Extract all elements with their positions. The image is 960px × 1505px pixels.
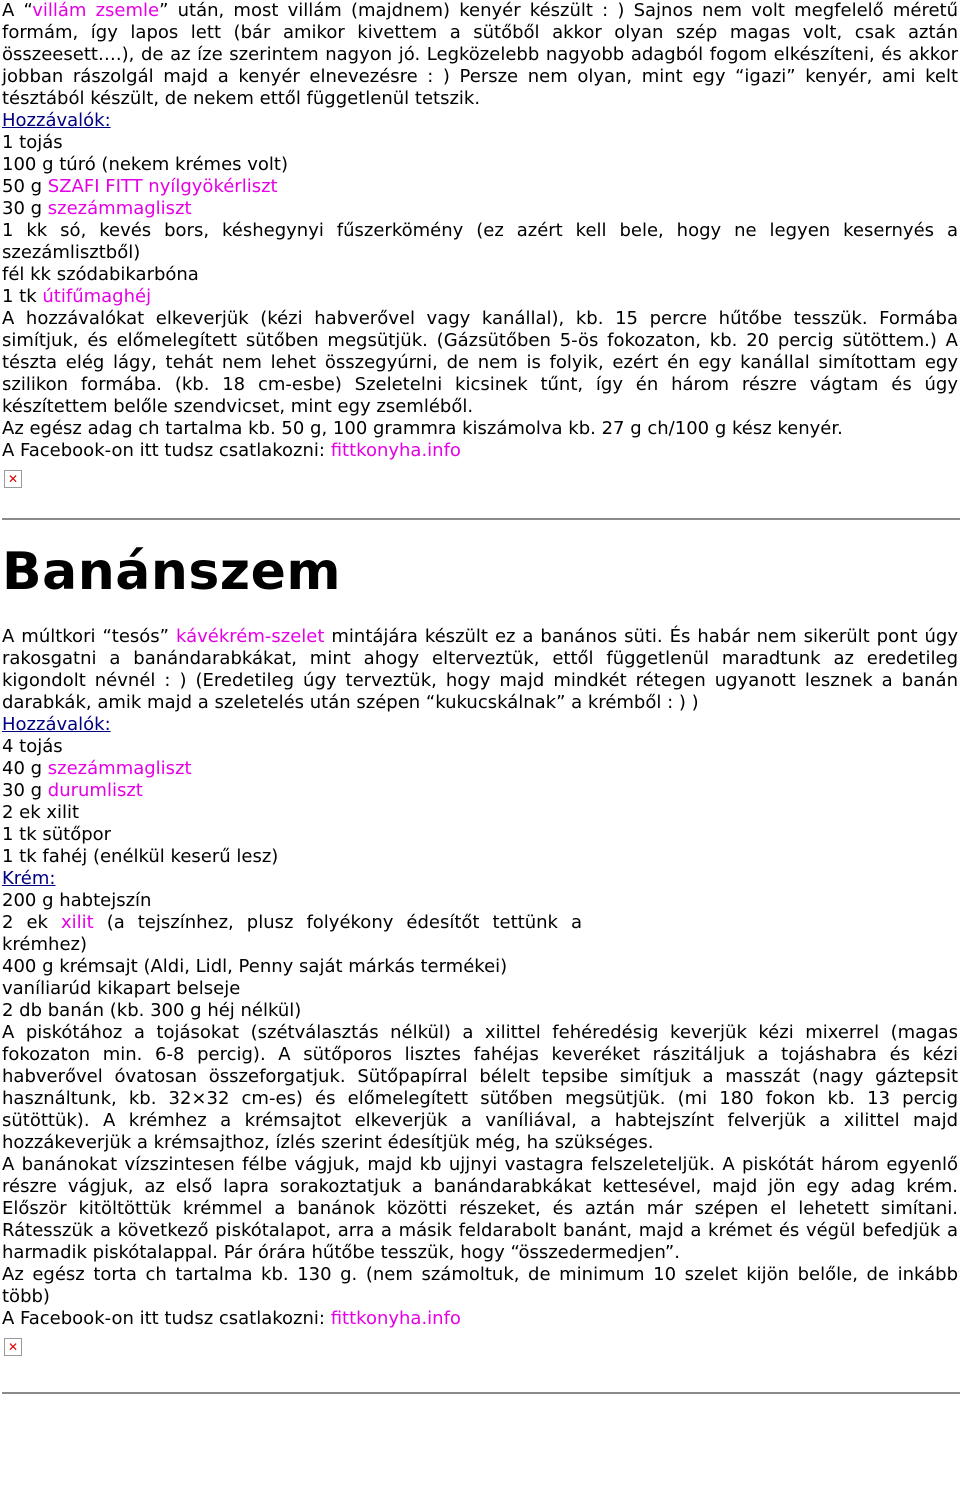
ingredient-amount: 1 tk bbox=[2, 286, 43, 307]
kavekrem-szelet-link[interactable]: kávékrém-szelet bbox=[175, 626, 325, 647]
cream-2-note: (a tejszínhez, plusz folyékony édesítőt tettünk a krémhez) bbox=[2, 912, 582, 955]
szezammagliszt-link-2[interactable]: szezámmagliszt bbox=[47, 758, 192, 779]
durumliszt-link[interactable]: durumliszt bbox=[47, 780, 143, 801]
broken-image-2 bbox=[2, 1330, 958, 1362]
recipe2-ingredient-2 bbox=[2, 758, 958, 780]
recipe1-ingredient-3 bbox=[2, 176, 958, 198]
recipe1-intro-text-2: ” után, most villám (majdnem) kenyér készült : ) Sajnos nem volt megfelelő méretű formám, így lapos lett (bár amikor kivettem a sütőből akkor olyan szép magas volt, csak aztán összeesett….), de az íze szerintem nagyon jó. Legközelebb nagyobb adagból fogom elkészíteni, és akkor jobban rászolgál majd a kenyér elnevezésre : ) Persze nem olyan, mint egy “igazi” kenyér, ami kelt tésztából készült, de nekem ettől függetlenül tetszik. bbox=[2, 0, 959, 109]
ingredient-amount: 30 g bbox=[2, 198, 48, 219]
recipe2-ingredient-6: 1 tk fahéj (enélkül keserű lesz) bbox=[2, 846, 279, 867]
recipe2-cream-1: 200 g habtejszín bbox=[2, 890, 152, 911]
ingredient-amount: 50 g bbox=[2, 176, 48, 197]
recipe1-ingredient-5: 1 kk só, kevés bors, késhegynyi fűszerkömény (ez azért kell bele, hogy ne legyen kesernyés a szezámlisztből) bbox=[2, 220, 958, 263]
utifumaghej-link[interactable]: útifűmaghéj bbox=[42, 286, 152, 307]
facebook-text: A Facebook-on itt tudsz csatlakozni: bbox=[2, 440, 331, 461]
divider bbox=[2, 1392, 960, 1394]
recipe1-ingredient-4 bbox=[2, 198, 958, 220]
recipe2-intro-text-1: A múltkori “tesós” bbox=[2, 626, 176, 647]
recipe2-cream-heading: Krém: bbox=[2, 868, 56, 889]
broken-image-1 bbox=[2, 462, 958, 494]
recipe1-ingredient-1: 1 tojás bbox=[2, 132, 63, 153]
recipe2-ingredient-1: 4 tojás bbox=[2, 736, 63, 757]
recipe1-intro bbox=[2, 0, 958, 110]
recipe2-facebook bbox=[2, 1308, 958, 1330]
recipe2-ingredient-5: 1 tk sütőpor bbox=[2, 824, 112, 845]
recipe2-ingredients-heading: Hozzávalók: bbox=[2, 714, 111, 735]
recipe1-ingredient-7 bbox=[2, 286, 958, 308]
szafi-fitt-link[interactable]: SZAFI FITT nyílgyökérliszt bbox=[47, 176, 278, 197]
recipe1-ingredient-6: fél kk szódabikarbóna bbox=[2, 264, 199, 285]
recipe1-ingredients-heading: Hozzávalók: bbox=[2, 110, 111, 131]
recipe1-carbs: Az egész adag ch tartalma kb. 50 g, 100 grammra kiszámolva kb. 27 g ch/100 g kész kenyér. bbox=[2, 418, 843, 439]
recipe2-title: Banánszem bbox=[2, 542, 342, 602]
villam-zsemle-link[interactable]: villám zsemle bbox=[32, 0, 160, 21]
szezammagliszt-link[interactable]: szezámmagliszt bbox=[47, 198, 192, 219]
ingredient-amount: 30 g bbox=[2, 780, 48, 801]
recipe1-intro-text-1: A “ bbox=[2, 0, 33, 21]
divider bbox=[2, 518, 960, 520]
ingredient-amount: 40 g bbox=[2, 758, 48, 779]
recipe2-cream-2 bbox=[2, 912, 582, 956]
recipe2-intro bbox=[2, 626, 958, 714]
recipe2-cream-4: vaníliarúd kikapart belseje bbox=[2, 978, 241, 999]
recipe2-intro-text-2: mintájára készült ez a banános süti. És habár nem sikerült pont úgy rakosgatni a banándarabkákat, mint ahogy elterveztük, ettől függetlenül maradtunk az eredetileg kigondolt névnél : ) (Eredetileg úgy terveztük, hogy majd mindkét rétegen ugyanott lesznek a banán darabkák, amik majd a szeletelés után szépen “kukucskálnak” a krémből : ) ) bbox=[2, 626, 959, 713]
recipe1-ingredient-2: 100 g túró (nekem krémes volt) bbox=[2, 154, 289, 175]
xilit-link[interactable]: xilit bbox=[60, 912, 94, 933]
recipe1-method: A hozzávalókat elkeverjük (kézi habverővel vagy kanállal), kb. 15 percre hűtőbe tesszük. Formába simítjuk, és előmelegített sütőben megsütjük. (Gázsütőben 5-ös fokozaton, kb. 20 percig sütöttem.) A tészta elég lágy, tehát nem lehet összegyúrni, de nem is folyik, ezért én egy kanállal simítottam egy szilikon formába. (kb. 18 cm-esbe) Szeletelni kicsinek tűnt, így én három részre vágtam és úgy készítettem belőle szendvicset, mint egy zsemléből. bbox=[2, 308, 958, 417]
recipe2-cream-5: 2 db banán (kb. 300 g héj nélkül) bbox=[2, 1000, 302, 1021]
broken-image-icon: ✕ bbox=[4, 1338, 22, 1356]
recipe2-ingredient-3 bbox=[2, 780, 958, 802]
fittkonyha-link-2[interactable]: fittkonyha.info bbox=[330, 1308, 461, 1329]
recipe1-facebook bbox=[2, 440, 958, 462]
broken-image-icon: ✕ bbox=[4, 470, 22, 488]
recipe2-method-2: A banánokat vízszintesen félbe vágjuk, majd kb ujjnyi vastagra felszeleteljük. A piskótát három egyenlő részre vágjuk, az első lapra sorakoztatjuk a banándarabkákat kettesével, majd jön egy adag krém. Először kitöltöttük krémmel a banánok közötti részeket, és aztán már szépen el lehetett simítani. Rátesszük a következő piskótalapot, arra a másik feldarabolt banánt, majd a krémet és végül befedjük a harmadik piskótalappal. Pár órára hűtőbe tesszük, hogy “összedermedjen”. bbox=[2, 1154, 958, 1263]
recipe2-ingredient-4: 2 ek xilit bbox=[2, 802, 80, 823]
recipe2-carbs: Az egész torta ch tartalma kb. 130 g. (nem számoltuk, de minimum 10 szelet kijön belőle, de inkább több) bbox=[2, 1264, 958, 1307]
facebook-text: A Facebook-on itt tudsz csatlakozni: bbox=[2, 1308, 331, 1329]
ingredient-amount: 2 ek bbox=[2, 912, 61, 933]
recipe2-method-1: A piskótához a tojásokat (szétválasztás nélkül) a xilittel fehéredésig keverjük kézi mixerrel (magas fokozaton min. 6-8 percig). A sütőporos lisztes fahéjas keveréket rászitáljuk a tojáshabra és kézi habverővel óvatosan összeforgatjuk. Sütőpapírral bélelt tepsibe simítjuk a masszát (nagy gáztepsit használtunk, kb. 32×32 cm-es) és előmelegített sütőben megsütjük. (mi 180 fokon kb. 13 percig sütöttük). A krémhez a krémsajtot elkeverjük a vaníliával, a habtejszínt felverjük a xilittel majd hozzákeverjük a krémsajthoz, ízlés szerint édesítjük még, ha szükséges. bbox=[2, 1022, 958, 1153]
recipe2-cream-3: 400 g krémsajt (Aldi, Lidl, Penny saját márkás termékei) bbox=[2, 956, 508, 977]
fittkonyha-link[interactable]: fittkonyha.info bbox=[330, 440, 461, 461]
